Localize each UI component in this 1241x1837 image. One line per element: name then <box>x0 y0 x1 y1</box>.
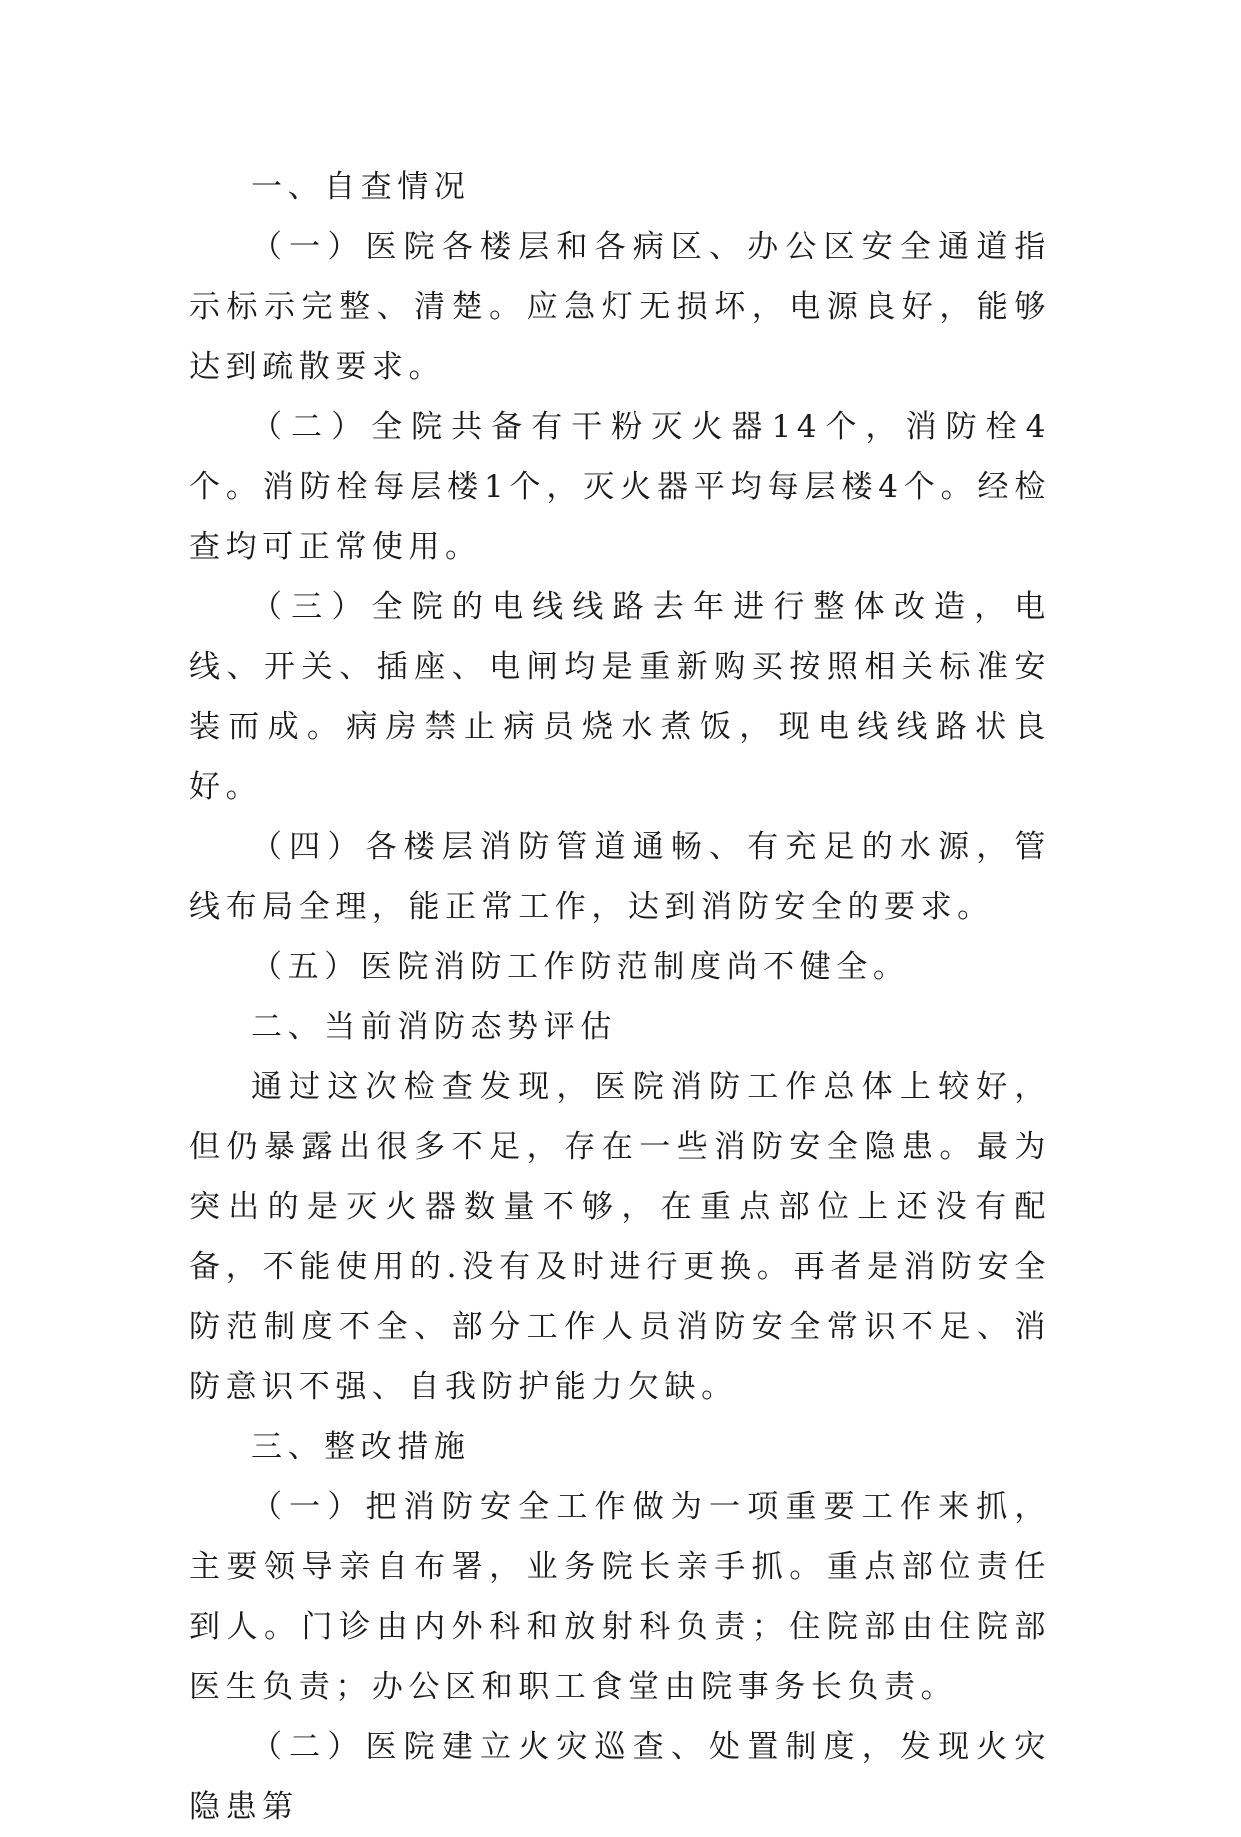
paragraph: （一）医院各楼层和各病区、办公区安全通道指示标示完整、清楚。应急灯无损坏，电源良好，能够达到疏散要求。 <box>189 229 1051 385</box>
paragraph: （五）医院消防工作防范制度尚不健全。 <box>251 949 910 985</box>
paragraph: 通过这次检查发现，医院消防工作总体上较好，但仍暴露出很多不足，存在一些消防安全隐患。最为突出的是灭火器数量不够，在重点部位上还没有配备，不能使用的.没有及时进行更换。再者是消防安全防范制度不全、部分工作人员消防安全常识不足、消防意识不强、自我防护能力欠缺。 <box>189 1069 1051 1405</box>
paragraph: （一）把消防安全工作做为一项重要工作来抓，主要领导亲自布署，业务院长亲手抓。重点部位责任到人。门诊由内外科和放射科负责；住院部由住院部医生负责；办公区和职工食堂由院事务长负责。 <box>189 1489 1051 1705</box>
section-heading-assessment: 二、当前消防态势评估 <box>251 1009 617 1045</box>
paragraph: （四）各楼层消防管道通畅、有充足的水源，管线布局全理，能正常工作，达到消防安全的要求。 <box>189 829 1051 925</box>
paragraph: （二）医院建立火灾巡查、处置制度，发现火灾隐患第 <box>189 1729 1051 1825</box>
section-heading-self-inspection: 一、自查情况 <box>251 169 471 205</box>
paragraph: （三）全院的电线线路去年进行整体改造，电线、开关、插座、电闸均是重新购买按照相关标准安装而成。病房禁止病员烧水煮饭，现电线线路状良好。 <box>189 589 1051 805</box>
section-heading-rectification: 三、整改措施 <box>251 1429 471 1465</box>
document-body <box>189 157 1051 1837</box>
paragraph: （二）全院共备有干粉灭火器14个，消防栓4个。消防栓每层楼1个，灭火器平均每层楼4个。经检查均可正常使用。 <box>189 409 1051 565</box>
